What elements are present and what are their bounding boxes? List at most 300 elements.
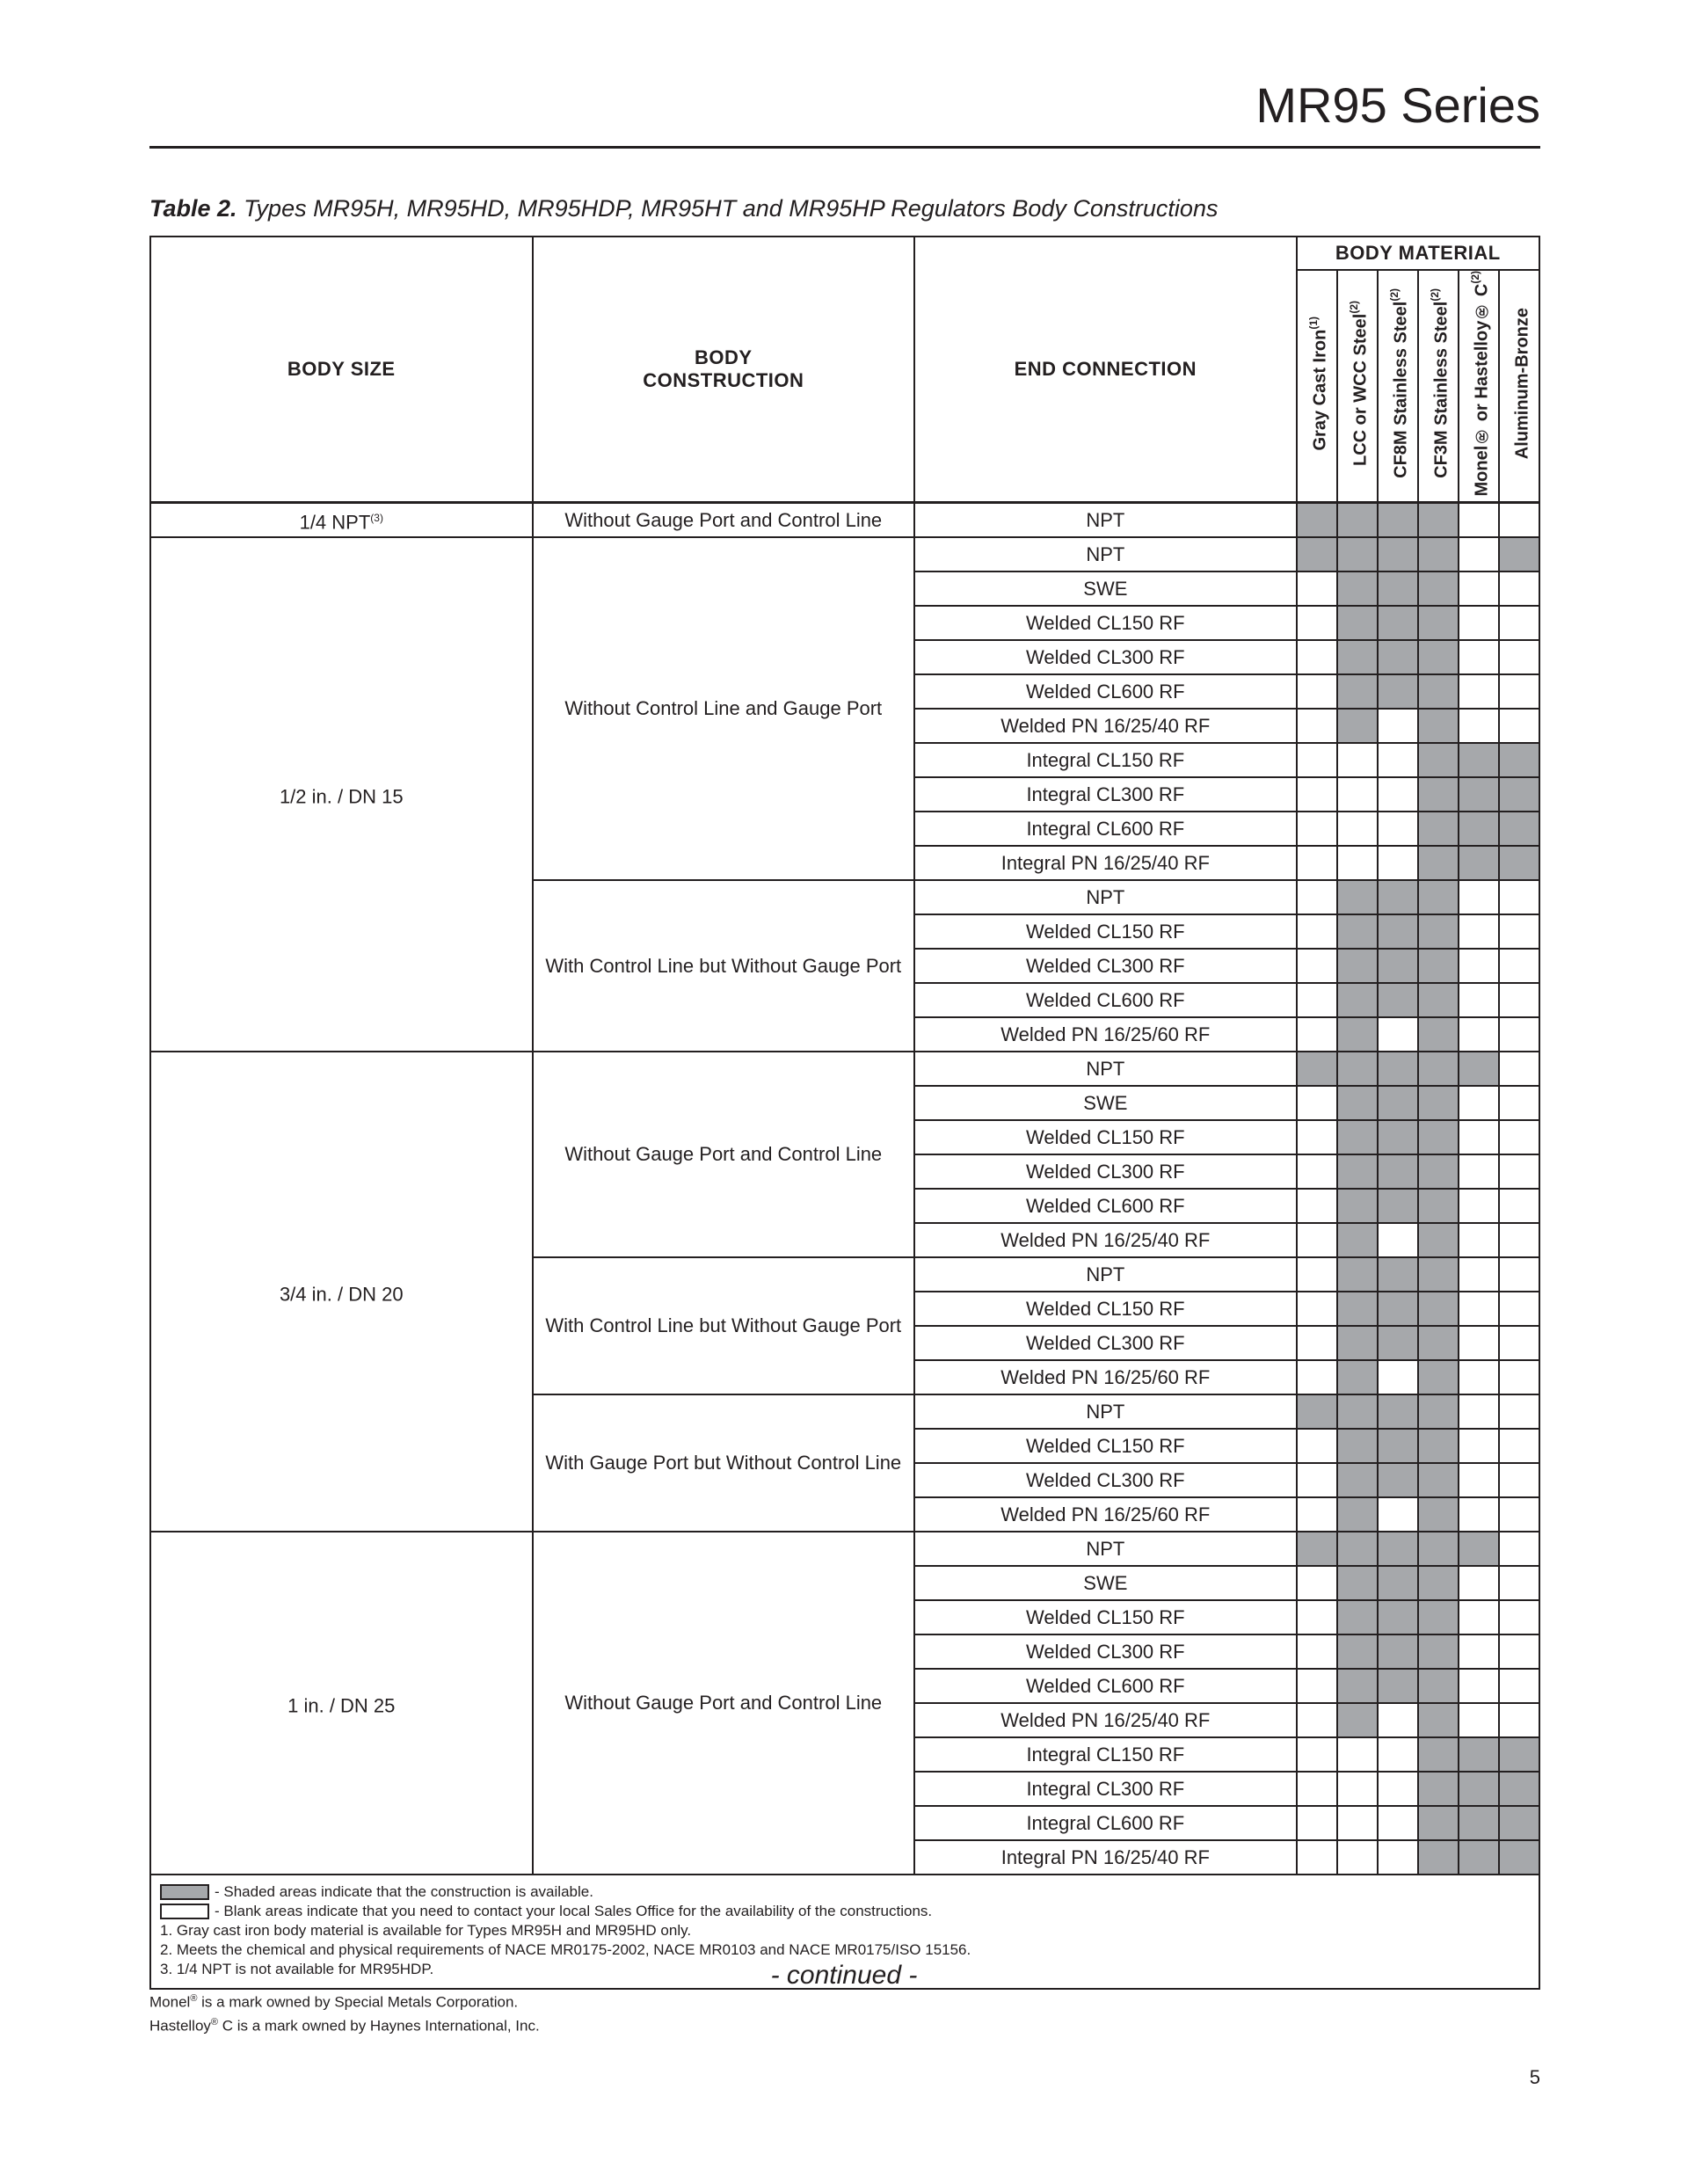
body-size-text: 1 in. / DN 25 bbox=[287, 1694, 396, 1717]
material-available-cell bbox=[1459, 1806, 1499, 1840]
material-available-cell bbox=[1337, 1463, 1378, 1497]
material-contact-cell bbox=[1297, 949, 1337, 983]
material-available-cell bbox=[1418, 1703, 1459, 1737]
material-contact-cell bbox=[1459, 640, 1499, 674]
end-connection-cell: NPT bbox=[914, 880, 1297, 914]
material-contact-cell bbox=[1337, 777, 1378, 812]
legend-blank bbox=[160, 1902, 1530, 1921]
material-available-cell bbox=[1337, 1257, 1378, 1292]
column-header-body-material: BODY MATERIAL bbox=[1297, 237, 1539, 270]
material-contact-cell bbox=[1337, 1737, 1378, 1772]
material-contact-cell bbox=[1297, 1737, 1337, 1772]
material-contact-cell bbox=[1499, 1086, 1539, 1120]
material-footnote-ref: (2) bbox=[1387, 288, 1401, 302]
material-available-cell bbox=[1337, 1394, 1378, 1429]
material-contact-cell bbox=[1297, 1017, 1337, 1052]
column-header-material bbox=[1297, 270, 1337, 503]
material-contact-cell bbox=[1297, 1189, 1337, 1223]
material-available-cell bbox=[1459, 1737, 1499, 1772]
material-contact-cell bbox=[1459, 1497, 1499, 1532]
material-available-cell bbox=[1337, 1600, 1378, 1634]
material-contact-cell bbox=[1297, 1634, 1337, 1669]
end-connection-cell: Welded PN 16/25/40 RF bbox=[914, 1223, 1297, 1257]
material-contact-cell bbox=[1459, 1669, 1499, 1703]
material-available-cell bbox=[1418, 1154, 1459, 1189]
trademark-hastelloy-text: C is a mark owned by Haynes International, Inc. bbox=[218, 2017, 540, 2035]
registered-mark: ® bbox=[190, 1993, 198, 2004]
material-contact-cell bbox=[1297, 1497, 1337, 1532]
material-available-cell bbox=[1378, 571, 1418, 606]
material-contact-cell bbox=[1499, 1360, 1539, 1394]
material-contact-cell bbox=[1499, 1463, 1539, 1497]
end-connection-cell: Welded PN 16/25/40 RF bbox=[914, 1703, 1297, 1737]
material-contact-cell bbox=[1499, 1154, 1539, 1189]
material-contact-cell bbox=[1499, 1292, 1539, 1326]
body-size-text: 3/4 in. / DN 20 bbox=[279, 1283, 404, 1306]
material-available-cell bbox=[1337, 537, 1378, 571]
end-connection-cell: Welded CL150 RF bbox=[914, 1292, 1297, 1326]
material-contact-cell bbox=[1297, 1806, 1337, 1840]
material-available-cell bbox=[1418, 983, 1459, 1017]
material-contact-cell bbox=[1459, 1326, 1499, 1360]
material-available-cell bbox=[1378, 1463, 1418, 1497]
material-available-cell bbox=[1499, 812, 1539, 846]
material-contact-cell bbox=[1297, 709, 1337, 743]
registered-mark: ® bbox=[210, 2016, 219, 2027]
material-available-cell bbox=[1418, 1120, 1459, 1154]
body-size-text: 1/2 in. / DN 15 bbox=[279, 785, 404, 808]
end-connection-cell: Welded CL150 RF bbox=[914, 1600, 1297, 1634]
material-available-cell bbox=[1337, 1703, 1378, 1737]
material-available-cell bbox=[1418, 503, 1459, 538]
material-contact-cell bbox=[1499, 1052, 1539, 1086]
material-available-cell bbox=[1337, 1497, 1378, 1532]
blank-swatch bbox=[160, 1904, 209, 1919]
material-contact-cell bbox=[1459, 1566, 1499, 1600]
trademark-monel bbox=[149, 1989, 540, 2013]
table-row bbox=[150, 537, 1539, 571]
material-contact-cell bbox=[1297, 983, 1337, 1017]
column-header-material bbox=[1499, 270, 1539, 503]
material-contact-cell bbox=[1499, 1017, 1539, 1052]
material-contact-cell bbox=[1378, 812, 1418, 846]
material-available-cell bbox=[1459, 1840, 1499, 1875]
end-connection-cell: Welded CL600 RF bbox=[914, 983, 1297, 1017]
material-available-cell bbox=[1378, 983, 1418, 1017]
material-contact-cell bbox=[1297, 1154, 1337, 1189]
material-available-cell bbox=[1337, 1223, 1378, 1257]
body-size-cell bbox=[150, 537, 533, 1052]
material-available-cell bbox=[1459, 846, 1499, 880]
material-available-cell bbox=[1337, 1360, 1378, 1394]
material-available-cell bbox=[1337, 914, 1378, 949]
material-available-cell bbox=[1499, 537, 1539, 571]
material-available-cell bbox=[1418, 914, 1459, 949]
material-available-cell bbox=[1418, 949, 1459, 983]
material-available-cell bbox=[1337, 1154, 1378, 1189]
material-available-cell bbox=[1459, 777, 1499, 812]
material-available-cell bbox=[1378, 1429, 1418, 1463]
material-available-cell bbox=[1418, 1669, 1459, 1703]
material-contact-cell bbox=[1499, 709, 1539, 743]
end-connection-cell: NPT bbox=[914, 1052, 1297, 1086]
end-connection-cell: Welded CL150 RF bbox=[914, 914, 1297, 949]
material-available-cell bbox=[1418, 1497, 1459, 1532]
material-contact-cell bbox=[1378, 777, 1418, 812]
material-contact-cell bbox=[1499, 914, 1539, 949]
material-contact-cell bbox=[1459, 537, 1499, 571]
material-available-cell bbox=[1378, 503, 1418, 538]
material-contact-cell bbox=[1337, 1772, 1378, 1806]
end-connection-cell: Welded PN 16/25/40 RF bbox=[914, 709, 1297, 743]
column-header-body-construction bbox=[533, 237, 915, 503]
material-available-cell bbox=[1418, 812, 1459, 846]
end-connection-cell: Welded CL300 RF bbox=[914, 1154, 1297, 1189]
table-row bbox=[150, 503, 1539, 538]
material-contact-cell bbox=[1297, 1703, 1337, 1737]
material-contact-cell bbox=[1499, 1669, 1539, 1703]
material-contact-cell bbox=[1459, 1463, 1499, 1497]
material-available-cell bbox=[1337, 1326, 1378, 1360]
material-contact-cell bbox=[1459, 914, 1499, 949]
material-contact-cell bbox=[1378, 709, 1418, 743]
material-contact-cell bbox=[1499, 1600, 1539, 1634]
end-connection-cell: Welded PN 16/25/60 RF bbox=[914, 1360, 1297, 1394]
material-contact-cell bbox=[1378, 1772, 1418, 1806]
document-title: MR95 Series bbox=[1255, 77, 1540, 133]
material-available-cell bbox=[1418, 1566, 1459, 1600]
material-available-cell bbox=[1418, 1326, 1459, 1360]
material-available-cell bbox=[1378, 537, 1418, 571]
material-contact-cell bbox=[1297, 777, 1337, 812]
body-size-cell bbox=[150, 503, 533, 538]
material-contact-cell bbox=[1499, 983, 1539, 1017]
trademark-hastelloy bbox=[149, 2013, 540, 2036]
material-available-cell bbox=[1418, 1394, 1459, 1429]
material-contact-cell bbox=[1499, 1497, 1539, 1532]
shaded-swatch bbox=[160, 1884, 209, 1900]
body-size-footnote-ref: (3) bbox=[370, 512, 383, 525]
material-available-cell bbox=[1418, 1737, 1459, 1772]
material-available-cell bbox=[1297, 503, 1337, 538]
material-contact-cell bbox=[1499, 1394, 1539, 1429]
end-connection-cell: NPT bbox=[914, 1394, 1297, 1429]
material-contact-cell bbox=[1459, 1703, 1499, 1737]
end-connection-cell: SWE bbox=[914, 1086, 1297, 1120]
material-contact-cell bbox=[1378, 846, 1418, 880]
material-available-cell bbox=[1378, 1292, 1418, 1326]
end-connection-cell: Welded CL150 RF bbox=[914, 606, 1297, 640]
material-contact-cell bbox=[1499, 949, 1539, 983]
material-contact-cell bbox=[1337, 743, 1378, 777]
material-available-cell bbox=[1418, 1017, 1459, 1052]
material-contact-cell bbox=[1297, 812, 1337, 846]
footnote: 2. Meets the chemical and physical requirements of NACE MR0175-2002, NACE MR0103 and NACE MR0175/ISO 15156. bbox=[160, 1941, 971, 1959]
material-available-cell bbox=[1378, 1154, 1418, 1189]
material-contact-cell bbox=[1499, 1703, 1539, 1737]
end-connection-cell: Integral CL150 RF bbox=[914, 1737, 1297, 1772]
trademark-monel-text: is a mark owned by Special Metals Corporation. bbox=[197, 1993, 519, 2011]
material-label bbox=[1343, 301, 1372, 466]
material-available-cell bbox=[1418, 743, 1459, 777]
material-contact-cell bbox=[1459, 1086, 1499, 1120]
material-contact-cell bbox=[1499, 1326, 1539, 1360]
material-available-cell bbox=[1418, 1463, 1459, 1497]
material-contact-cell bbox=[1459, 1292, 1499, 1326]
trademark-notes bbox=[149, 1989, 540, 2035]
material-contact-cell bbox=[1297, 1086, 1337, 1120]
column-header-body-construction-line2: CONSTRUCTION bbox=[643, 369, 804, 392]
material-available-cell bbox=[1499, 1840, 1539, 1875]
end-connection-cell: SWE bbox=[914, 571, 1297, 606]
end-connection-cell: Welded CL300 RF bbox=[914, 1326, 1297, 1360]
material-contact-cell bbox=[1499, 1120, 1539, 1154]
end-connection-cell: Welded CL150 RF bbox=[914, 1429, 1297, 1463]
material-label bbox=[1465, 271, 1493, 496]
material-available-cell bbox=[1378, 880, 1418, 914]
material-available-cell bbox=[1378, 1257, 1418, 1292]
column-header-body-size: BODY SIZE bbox=[150, 237, 533, 503]
material-contact-cell bbox=[1297, 1223, 1337, 1257]
material-available-cell bbox=[1297, 1394, 1337, 1429]
material-contact-cell bbox=[1499, 674, 1539, 709]
material-available-cell bbox=[1418, 709, 1459, 743]
material-available-cell bbox=[1418, 1223, 1459, 1257]
body-construction-cell: Without Gauge Port and Control Line bbox=[533, 503, 915, 538]
material-contact-cell bbox=[1297, 1463, 1337, 1497]
material-contact-cell bbox=[1378, 1497, 1418, 1532]
material-contact-cell bbox=[1297, 571, 1337, 606]
body-construction-cell: Without Gauge Port and Control Line bbox=[533, 1532, 915, 1875]
material-contact-cell bbox=[1499, 1532, 1539, 1566]
material-available-cell bbox=[1378, 1394, 1418, 1429]
material-label bbox=[1303, 317, 1331, 451]
material-available-cell bbox=[1378, 1086, 1418, 1120]
material-contact-cell bbox=[1499, 1223, 1539, 1257]
material-available-cell bbox=[1337, 983, 1378, 1017]
material-contact-cell bbox=[1378, 1840, 1418, 1875]
legend-blank-text: - Blank areas indicate that you need to contact your local Sales Office for the availability of the constructions. bbox=[215, 1903, 933, 1920]
body-construction-cell: With Control Line but Without Gauge Port bbox=[533, 1257, 915, 1394]
trademark-hastelloy-name: Hastelloy bbox=[149, 2017, 211, 2035]
material-available-cell bbox=[1418, 1772, 1459, 1806]
material-contact-cell bbox=[1459, 1634, 1499, 1669]
end-connection-cell: Integral CL300 RF bbox=[914, 777, 1297, 812]
material-contact-cell bbox=[1297, 1840, 1337, 1875]
material-available-cell bbox=[1378, 1120, 1418, 1154]
material-contact-cell bbox=[1459, 1429, 1499, 1463]
table-row bbox=[150, 1052, 1539, 1086]
material-contact-cell bbox=[1499, 1634, 1539, 1669]
material-label-text: Aluminum-Bronze bbox=[1512, 308, 1532, 460]
material-available-cell bbox=[1499, 1806, 1539, 1840]
material-available-cell bbox=[1378, 1566, 1418, 1600]
material-footnote-ref: (2) bbox=[1468, 271, 1481, 284]
material-available-cell bbox=[1337, 1052, 1378, 1086]
material-available-cell bbox=[1337, 1086, 1378, 1120]
material-contact-cell bbox=[1459, 571, 1499, 606]
page-number: 5 bbox=[1529, 2066, 1540, 2088]
continued-label: - continued - bbox=[770, 1961, 918, 1990]
material-contact-cell bbox=[1459, 1189, 1499, 1223]
end-connection-cell: Welded CL300 RF bbox=[914, 1634, 1297, 1669]
material-available-cell bbox=[1378, 1189, 1418, 1223]
column-header-material bbox=[1378, 270, 1418, 503]
material-available-cell bbox=[1499, 846, 1539, 880]
material-available-cell bbox=[1418, 537, 1459, 571]
material-contact-cell bbox=[1378, 1360, 1418, 1394]
material-label-text: LCC or WCC Steel bbox=[1350, 313, 1371, 467]
material-available-cell bbox=[1418, 1257, 1459, 1292]
material-available-cell bbox=[1378, 606, 1418, 640]
material-contact-cell bbox=[1499, 1429, 1539, 1463]
material-label-text: Monel® or Hastelloy® C bbox=[1472, 283, 1492, 497]
material-available-cell bbox=[1337, 674, 1378, 709]
table-row bbox=[150, 1532, 1539, 1566]
material-available-cell bbox=[1418, 777, 1459, 812]
material-contact-cell bbox=[1499, 571, 1539, 606]
material-contact-cell bbox=[1297, 674, 1337, 709]
material-contact-cell bbox=[1297, 1120, 1337, 1154]
material-contact-cell bbox=[1337, 1840, 1378, 1875]
material-available-cell bbox=[1337, 1429, 1378, 1463]
material-available-cell bbox=[1378, 674, 1418, 709]
end-connection-cell: Welded CL600 RF bbox=[914, 1669, 1297, 1703]
material-available-cell bbox=[1418, 1806, 1459, 1840]
end-connection-cell: NPT bbox=[914, 1257, 1297, 1292]
table-caption-text: Types MR95H, MR95HD, MR95HDP, MR95HT and MR95HP Regulators Body Constructions bbox=[244, 195, 1219, 222]
material-available-cell bbox=[1459, 1052, 1499, 1086]
material-available-cell bbox=[1337, 1120, 1378, 1154]
material-available-cell bbox=[1378, 949, 1418, 983]
material-available-cell bbox=[1459, 812, 1499, 846]
material-available-cell bbox=[1418, 606, 1459, 640]
material-contact-cell bbox=[1499, 640, 1539, 674]
table-caption-label: Table 2. bbox=[149, 195, 237, 222]
material-available-cell bbox=[1337, 640, 1378, 674]
material-contact-cell bbox=[1459, 1154, 1499, 1189]
material-available-cell bbox=[1378, 1669, 1418, 1703]
material-contact-cell bbox=[1297, 640, 1337, 674]
body-construction-cell: Without Gauge Port and Control Line bbox=[533, 1052, 915, 1257]
material-contact-cell bbox=[1499, 1189, 1539, 1223]
legend-shaded bbox=[160, 1882, 1530, 1902]
material-contact-cell bbox=[1459, 1360, 1499, 1394]
end-connection-cell: Welded PN 16/25/60 RF bbox=[914, 1497, 1297, 1532]
material-contact-cell bbox=[1459, 1223, 1499, 1257]
material-contact-cell bbox=[1297, 1292, 1337, 1326]
trademark-monel-name: Monel bbox=[149, 1993, 191, 2011]
material-contact-cell bbox=[1297, 1600, 1337, 1634]
material-available-cell bbox=[1499, 777, 1539, 812]
material-available-cell bbox=[1418, 1840, 1459, 1875]
material-contact-cell bbox=[1459, 1394, 1499, 1429]
material-label bbox=[1505, 308, 1533, 459]
material-contact-cell bbox=[1337, 846, 1378, 880]
end-connection-cell: NPT bbox=[914, 503, 1297, 538]
material-footnote-ref: (1) bbox=[1306, 316, 1320, 330]
end-connection-cell: Welded CL150 RF bbox=[914, 1120, 1297, 1154]
material-available-cell bbox=[1418, 1292, 1459, 1326]
material-available-cell bbox=[1418, 1360, 1459, 1394]
material-contact-cell bbox=[1297, 1566, 1337, 1600]
column-header-end-connection: END CONNECTION bbox=[914, 237, 1297, 503]
material-available-cell bbox=[1337, 1566, 1378, 1600]
material-label-text: CF8M Stainless Steel bbox=[1391, 301, 1411, 479]
material-contact-cell bbox=[1297, 606, 1337, 640]
material-contact-cell bbox=[1459, 1120, 1499, 1154]
material-available-cell bbox=[1499, 1772, 1539, 1806]
end-connection-cell: Integral CL600 RF bbox=[914, 812, 1297, 846]
material-contact-cell bbox=[1499, 1566, 1539, 1600]
material-available-cell bbox=[1337, 1634, 1378, 1669]
material-available-cell bbox=[1378, 1052, 1418, 1086]
material-contact-cell bbox=[1378, 743, 1418, 777]
material-contact-cell bbox=[1459, 983, 1499, 1017]
material-available-cell bbox=[1337, 1017, 1378, 1052]
material-available-cell bbox=[1418, 1086, 1459, 1120]
material-available-cell bbox=[1418, 1429, 1459, 1463]
end-connection-cell: NPT bbox=[914, 537, 1297, 571]
material-contact-cell bbox=[1459, 880, 1499, 914]
material-contact-cell bbox=[1378, 1806, 1418, 1840]
material-available-cell bbox=[1337, 1532, 1378, 1566]
material-available-cell bbox=[1499, 1737, 1539, 1772]
column-header-body-construction-line1: BODY bbox=[695, 346, 753, 369]
material-available-cell bbox=[1418, 1052, 1459, 1086]
header-divider bbox=[149, 146, 1540, 149]
end-connection-cell: Welded CL300 RF bbox=[914, 640, 1297, 674]
material-available-cell bbox=[1378, 1532, 1418, 1566]
material-contact-cell bbox=[1499, 880, 1539, 914]
material-contact-cell bbox=[1459, 503, 1499, 538]
end-connection-cell: Welded PN 16/25/60 RF bbox=[914, 1017, 1297, 1052]
end-connection-cell: SWE bbox=[914, 1566, 1297, 1600]
footnote: 3. 1/4 NPT is not available for MR95HDP. bbox=[160, 1961, 434, 1978]
material-available-cell bbox=[1418, 846, 1459, 880]
material-available-cell bbox=[1418, 880, 1459, 914]
material-available-cell bbox=[1459, 1532, 1499, 1566]
material-available-cell bbox=[1378, 914, 1418, 949]
body-construction-cell: With Control Line but Without Gauge Port bbox=[533, 880, 915, 1052]
material-label-text: Gray Cast Iron bbox=[1310, 329, 1330, 451]
body-size-cell bbox=[150, 1532, 533, 1875]
material-contact-cell bbox=[1459, 606, 1499, 640]
material-contact-cell bbox=[1499, 606, 1539, 640]
material-available-cell bbox=[1418, 674, 1459, 709]
material-contact-cell bbox=[1459, 709, 1499, 743]
material-contact-cell bbox=[1378, 1737, 1418, 1772]
material-contact-cell bbox=[1337, 1806, 1378, 1840]
material-available-cell bbox=[1459, 743, 1499, 777]
material-footnote-ref: (2) bbox=[1428, 288, 1441, 302]
column-header-material bbox=[1418, 270, 1459, 503]
end-connection-cell: Integral CL150 RF bbox=[914, 743, 1297, 777]
material-available-cell bbox=[1378, 640, 1418, 674]
material-contact-cell bbox=[1378, 1223, 1418, 1257]
material-available-cell bbox=[1418, 1634, 1459, 1669]
material-contact-cell bbox=[1297, 1360, 1337, 1394]
material-available-cell bbox=[1378, 1326, 1418, 1360]
end-connection-cell: Integral CL600 RF bbox=[914, 1806, 1297, 1840]
material-available-cell bbox=[1418, 1532, 1459, 1566]
material-available-cell bbox=[1337, 606, 1378, 640]
material-label bbox=[1384, 288, 1412, 478]
end-connection-cell: Welded CL300 RF bbox=[914, 1463, 1297, 1497]
material-available-cell bbox=[1499, 743, 1539, 777]
material-available-cell bbox=[1337, 709, 1378, 743]
material-contact-cell bbox=[1459, 1600, 1499, 1634]
